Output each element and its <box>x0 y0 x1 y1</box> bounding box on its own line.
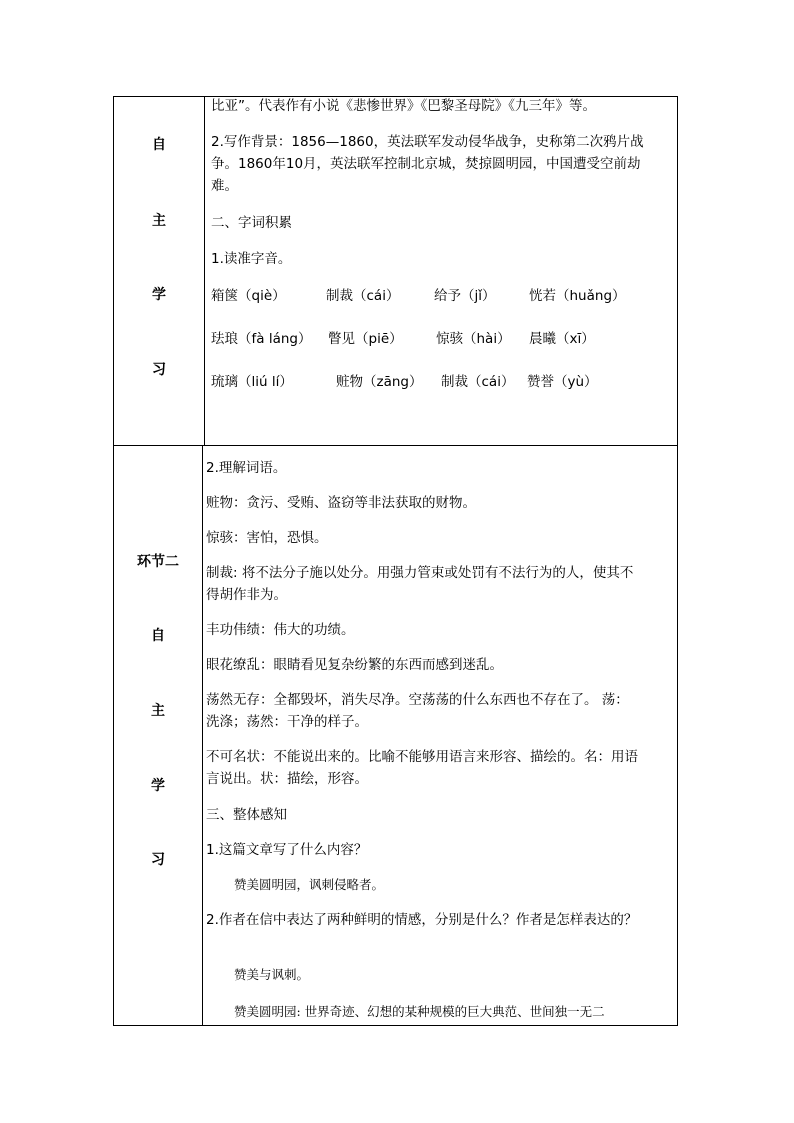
pinyin-item: 制裁（cái） <box>326 288 400 304</box>
row2-label-char: 主 <box>151 703 165 719</box>
pinyin-item: 恍若（huǎng） <box>529 288 626 304</box>
text-line: 洗涤；荡然：干净的样子。 <box>206 714 368 730</box>
section-heading: 三、整体感知 <box>206 807 287 823</box>
text-line: 争。1860年10月，英法联军控制北京城，焚掠圆明园，中国遭受空前劫 <box>211 156 641 172</box>
table-border-bottom <box>113 1025 678 1026</box>
text-line: 言说出。状：描绘，形容。 <box>206 771 368 787</box>
pinyin-item: 给予（jǐ） <box>434 288 496 304</box>
pinyin-item: 瞥见（piē） <box>328 331 403 347</box>
text-line: 难。 <box>211 178 238 194</box>
pinyin-item: 箱箧（qiè） <box>211 288 286 304</box>
text-line: 2.理解词语。 <box>206 460 287 476</box>
text-line: 比亚”。代表作有小说《悲惨世界》《巴黎圣母院》《九三年》等。 <box>211 98 596 114</box>
pinyin-item: 赞誉（yù） <box>527 374 598 390</box>
text-line: 眼花缭乱：眼睛看见复杂纷繁的东西而感到迷乱。 <box>206 657 503 673</box>
row2-label-title: 环节二 <box>137 554 179 570</box>
row1-label-char: 主 <box>152 213 166 229</box>
text-line: 不可名状：不能说出来的。比喻不能够用语言来形容、描绘的。名：用语 <box>206 749 638 765</box>
text-line: 惊骇：害怕，恐惧。 <box>206 530 328 546</box>
row2-label-char: 自 <box>151 628 165 644</box>
pinyin-item: 珐琅（fà láng） <box>211 331 312 347</box>
row2-label-char: 学 <box>151 778 165 794</box>
row2-label-char: 习 <box>151 852 165 868</box>
text-line: 丰功伟绩：伟大的功绩。 <box>206 622 355 638</box>
text-line: 制裁: 将不法分子施以处分。用强力管束或处罚有不法行为的人，使其不 <box>206 565 634 581</box>
section-heading: 二、字词积累 <box>211 215 292 231</box>
text-line: 1.读准字音。 <box>211 251 292 267</box>
column-divider-row2 <box>202 445 203 1025</box>
row1-label-char: 习 <box>152 362 166 378</box>
pinyin-item: 琉璃（liú lí） <box>211 374 293 390</box>
question-line: 1.这篇文章写了什么内容？ <box>206 842 368 858</box>
answer-line: 赞美圆明园，讽刺侵略者。 <box>234 877 385 892</box>
text-line: 赃物：贪污、受贿、盗窃等非法获取的财物。 <box>206 495 476 511</box>
pinyin-item: 赃物（zāng） <box>336 374 423 390</box>
question-line: 2.作者在信中表达了两种鲜明的情感，分别是什么？作者是怎样表达的？ <box>206 912 638 928</box>
text-line: 得胡作非为。 <box>206 587 287 603</box>
pinyin-item: 晨曦（xī） <box>529 331 595 347</box>
pinyin-item: 制裁（cái） <box>441 374 515 390</box>
pinyin-item: 惊骇（hài） <box>436 331 511 347</box>
answer-line: 赞美与讽刺。 <box>234 967 310 982</box>
row1-label-char: 自 <box>152 137 166 153</box>
text-line: 荡然无存：全都毁坏，消失尽净。空荡荡的什么东西也不存在了。 荡： <box>206 692 629 708</box>
row1-label-char: 学 <box>152 287 166 303</box>
table-border-right <box>677 96 678 1026</box>
text-line: 2.写作背景：1856—1860，英法联军发动侵华战争，史称第二次鸦片战 <box>211 134 644 150</box>
row-divider <box>113 445 678 446</box>
answer-line: 赞美圆明园: 世界奇迹、幻想的某种规模的巨大典范、世间独一无二 <box>234 1004 605 1019</box>
